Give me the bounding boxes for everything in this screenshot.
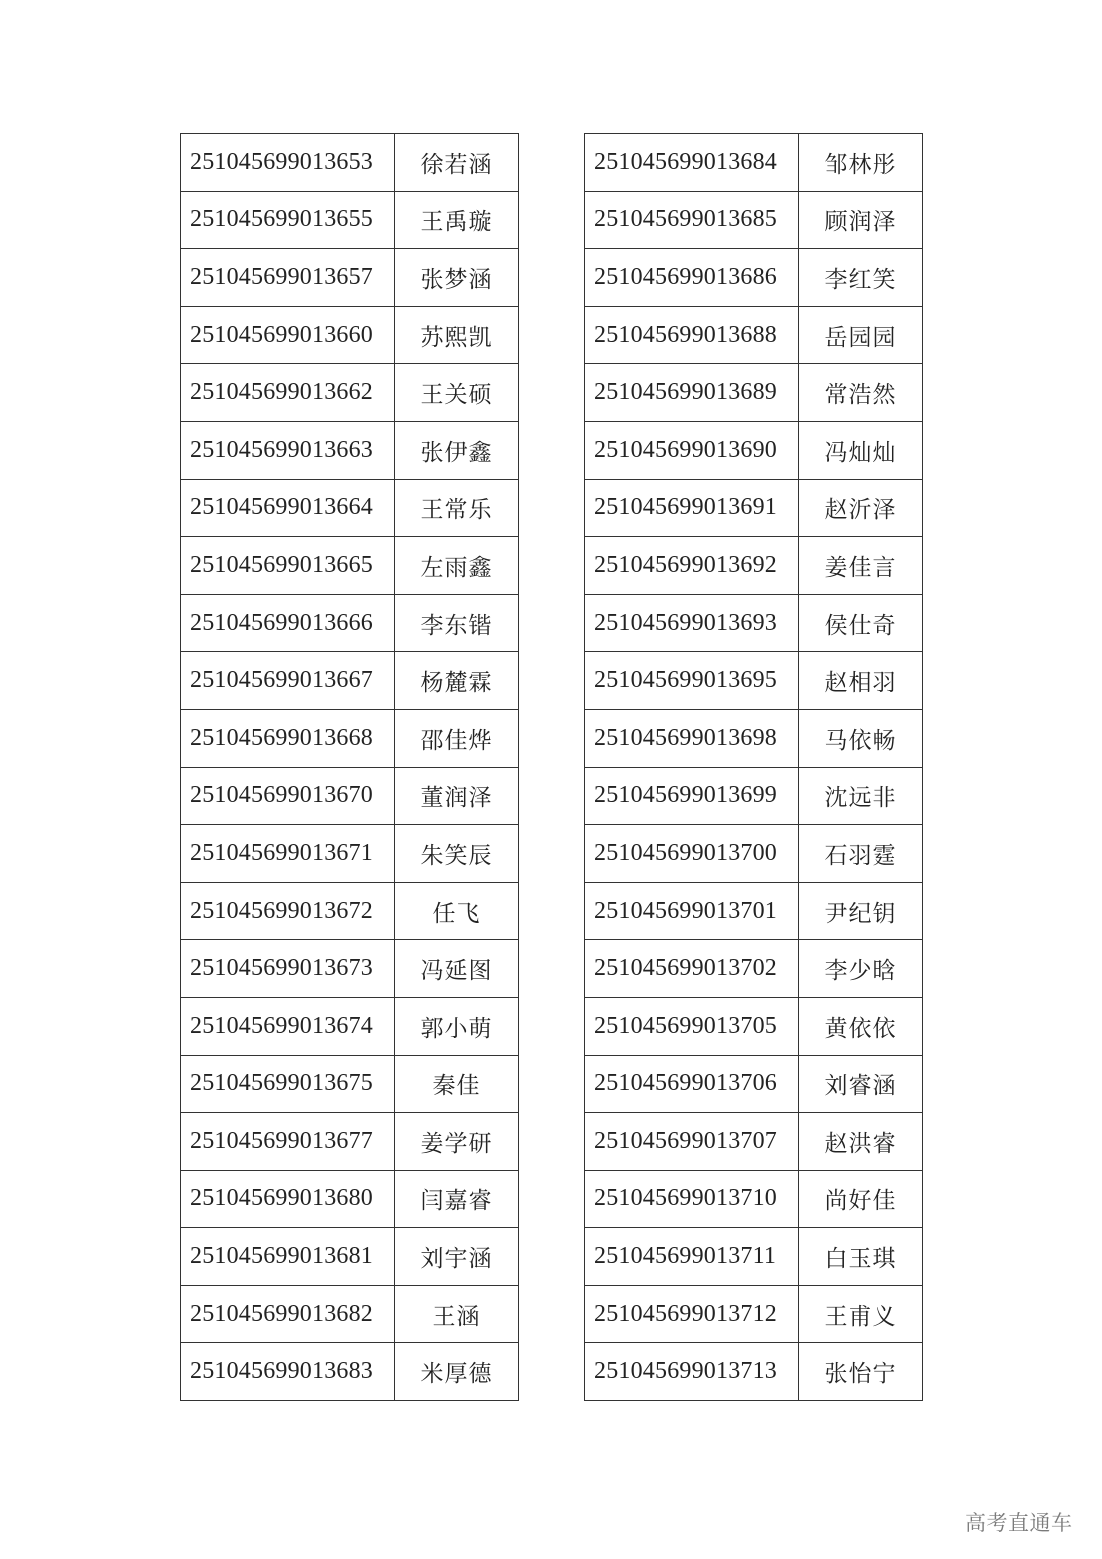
candidate-id-cell: 251045699013655 [181, 191, 395, 249]
candidate-name-cell: 邹林彤 [799, 134, 923, 192]
table-row [585, 421, 923, 479]
table-row [585, 306, 923, 364]
table-row [181, 1170, 519, 1228]
candidate-id-cell: 251045699013657 [181, 249, 395, 307]
candidate-name-cell: 侯仕奇 [799, 594, 923, 652]
table-row [585, 249, 923, 307]
table-row [181, 767, 519, 825]
candidate-id-cell: 251045699013705 [585, 997, 799, 1055]
roster-table-right [584, 133, 923, 1401]
candidate-id-cell: 251045699013675 [181, 1055, 395, 1113]
table-row [181, 1285, 519, 1343]
candidate-name-cell: 姜学研 [395, 1113, 519, 1171]
candidate-name-cell: 王禹璇 [395, 191, 519, 249]
candidate-id-cell: 251045699013695 [585, 652, 799, 710]
table-row [181, 1228, 519, 1286]
candidate-name-cell: 岳园园 [799, 306, 923, 364]
candidate-name-cell: 朱笑辰 [395, 825, 519, 883]
candidate-name-cell: 王甫义 [799, 1285, 923, 1343]
candidate-id-cell: 251045699013685 [585, 191, 799, 249]
table-row [585, 1228, 923, 1286]
table-row [181, 306, 519, 364]
candidate-id-cell: 251045699013663 [181, 421, 395, 479]
candidate-name-cell: 沈远非 [799, 767, 923, 825]
candidate-name-cell: 徐若涵 [395, 134, 519, 192]
candidate-name-cell: 姜佳言 [799, 537, 923, 595]
table-row [585, 1285, 923, 1343]
candidate-id-cell: 251045699013680 [181, 1170, 395, 1228]
candidate-name-cell: 杨麓霖 [395, 652, 519, 710]
candidate-id-cell: 251045699013672 [181, 882, 395, 940]
candidate-name-cell: 赵洪睿 [799, 1113, 923, 1171]
candidate-name-cell: 王涵 [395, 1285, 519, 1343]
candidate-name-cell: 顾润泽 [799, 191, 923, 249]
table-row [181, 134, 519, 192]
candidate-name-cell: 白玉琪 [799, 1228, 923, 1286]
candidate-id-cell: 251045699013682 [181, 1285, 395, 1343]
candidate-name-cell: 邵佳烨 [395, 709, 519, 767]
table-row [181, 940, 519, 998]
candidate-id-cell: 251045699013711 [585, 1228, 799, 1286]
candidate-name-cell: 王常乐 [395, 479, 519, 537]
candidate-id-cell: 251045699013677 [181, 1113, 395, 1171]
candidate-name-cell: 尹纪钥 [799, 882, 923, 940]
candidate-name-cell: 李少晗 [799, 940, 923, 998]
candidate-name-cell: 左雨鑫 [395, 537, 519, 595]
candidate-id-cell: 251045699013671 [181, 825, 395, 883]
table-row [585, 709, 923, 767]
table-row [585, 882, 923, 940]
table-row [181, 364, 519, 422]
candidate-id-cell: 251045699013666 [181, 594, 395, 652]
table-row [585, 134, 923, 192]
candidate-name-cell: 赵相羽 [799, 652, 923, 710]
table-row [585, 940, 923, 998]
candidate-id-cell: 251045699013713 [585, 1343, 799, 1401]
table-row [585, 191, 923, 249]
candidate-name-cell: 董润泽 [395, 767, 519, 825]
candidate-id-cell: 251045699013692 [585, 537, 799, 595]
candidate-name-cell: 闫嘉睿 [395, 1170, 519, 1228]
candidate-id-cell: 251045699013689 [585, 364, 799, 422]
candidate-id-cell: 251045699013702 [585, 940, 799, 998]
candidate-id-cell: 251045699013664 [181, 479, 395, 537]
table-row [585, 1055, 923, 1113]
candidate-name-cell: 秦佳 [395, 1055, 519, 1113]
candidate-id-cell: 251045699013706 [585, 1055, 799, 1113]
candidate-name-cell: 任飞 [395, 882, 519, 940]
candidate-id-cell: 251045699013673 [181, 940, 395, 998]
candidate-name-cell: 冯延图 [395, 940, 519, 998]
candidate-name-cell: 王关硕 [395, 364, 519, 422]
table-row [181, 652, 519, 710]
candidate-name-cell: 张梦涵 [395, 249, 519, 307]
candidate-name-cell: 苏熙凯 [395, 306, 519, 364]
roster-table-left [180, 133, 519, 1401]
candidate-id-cell: 251045699013693 [585, 594, 799, 652]
candidate-id-cell: 251045699013667 [181, 652, 395, 710]
table-row [585, 1113, 923, 1171]
candidate-name-cell: 石羽霆 [799, 825, 923, 883]
candidate-name-cell: 李红笑 [799, 249, 923, 307]
table-row [585, 825, 923, 883]
candidate-id-cell: 251045699013668 [181, 709, 395, 767]
table-row [585, 479, 923, 537]
table-row [585, 364, 923, 422]
table-row [585, 1343, 923, 1401]
roster-table-left-body [181, 134, 519, 1401]
candidate-id-cell: 251045699013707 [585, 1113, 799, 1171]
candidate-name-cell: 张伊鑫 [395, 421, 519, 479]
candidate-id-cell: 251045699013699 [585, 767, 799, 825]
table-row [181, 594, 519, 652]
candidate-id-cell: 251045699013684 [585, 134, 799, 192]
candidate-name-cell: 马依畅 [799, 709, 923, 767]
table-row [181, 249, 519, 307]
candidate-name-cell: 尚好佳 [799, 1170, 923, 1228]
candidate-name-cell: 米厚德 [395, 1343, 519, 1401]
candidate-name-cell: 郭小萌 [395, 997, 519, 1055]
candidate-id-cell: 251045699013660 [181, 306, 395, 364]
table-row [585, 997, 923, 1055]
table-row [181, 421, 519, 479]
candidate-name-cell: 赵沂泽 [799, 479, 923, 537]
candidate-id-cell: 251045699013683 [181, 1343, 395, 1401]
candidate-name-cell: 黄依依 [799, 997, 923, 1055]
candidate-name-cell: 张怡宁 [799, 1343, 923, 1401]
table-row [181, 479, 519, 537]
table-row [181, 882, 519, 940]
candidate-name-cell: 常浩然 [799, 364, 923, 422]
candidate-id-cell: 251045699013662 [181, 364, 395, 422]
table-row [181, 537, 519, 595]
candidate-name-cell: 李东锴 [395, 594, 519, 652]
table-row [181, 709, 519, 767]
table-row [585, 767, 923, 825]
candidate-id-cell: 251045699013691 [585, 479, 799, 537]
table-row [585, 1170, 923, 1228]
table-row [181, 1113, 519, 1171]
table-row [585, 537, 923, 595]
table-row [585, 652, 923, 710]
candidate-id-cell: 251045699013690 [585, 421, 799, 479]
candidate-id-cell: 251045699013681 [181, 1228, 395, 1286]
candidate-id-cell: 251045699013665 [181, 537, 395, 595]
candidate-name-cell: 刘睿涵 [799, 1055, 923, 1113]
candidate-id-cell: 251045699013674 [181, 997, 395, 1055]
table-row [181, 191, 519, 249]
candidate-id-cell: 251045699013653 [181, 134, 395, 192]
table-row [181, 1343, 519, 1401]
candidate-id-cell: 251045699013670 [181, 767, 395, 825]
candidate-name-cell: 冯灿灿 [799, 421, 923, 479]
candidate-id-cell: 251045699013688 [585, 306, 799, 364]
candidate-id-cell: 251045699013686 [585, 249, 799, 307]
roster-table-right-body [585, 134, 923, 1401]
table-row [181, 825, 519, 883]
table-row [181, 1055, 519, 1113]
table-row [181, 997, 519, 1055]
candidate-id-cell: 251045699013710 [585, 1170, 799, 1228]
candidate-id-cell: 251045699013712 [585, 1285, 799, 1343]
candidate-id-cell: 251045699013700 [585, 825, 799, 883]
candidate-name-cell: 刘宇涵 [395, 1228, 519, 1286]
candidate-id-cell: 251045699013698 [585, 709, 799, 767]
table-row [585, 594, 923, 652]
candidate-id-cell: 251045699013701 [585, 882, 799, 940]
watermark: 高考直通车 [965, 1511, 1073, 1535]
